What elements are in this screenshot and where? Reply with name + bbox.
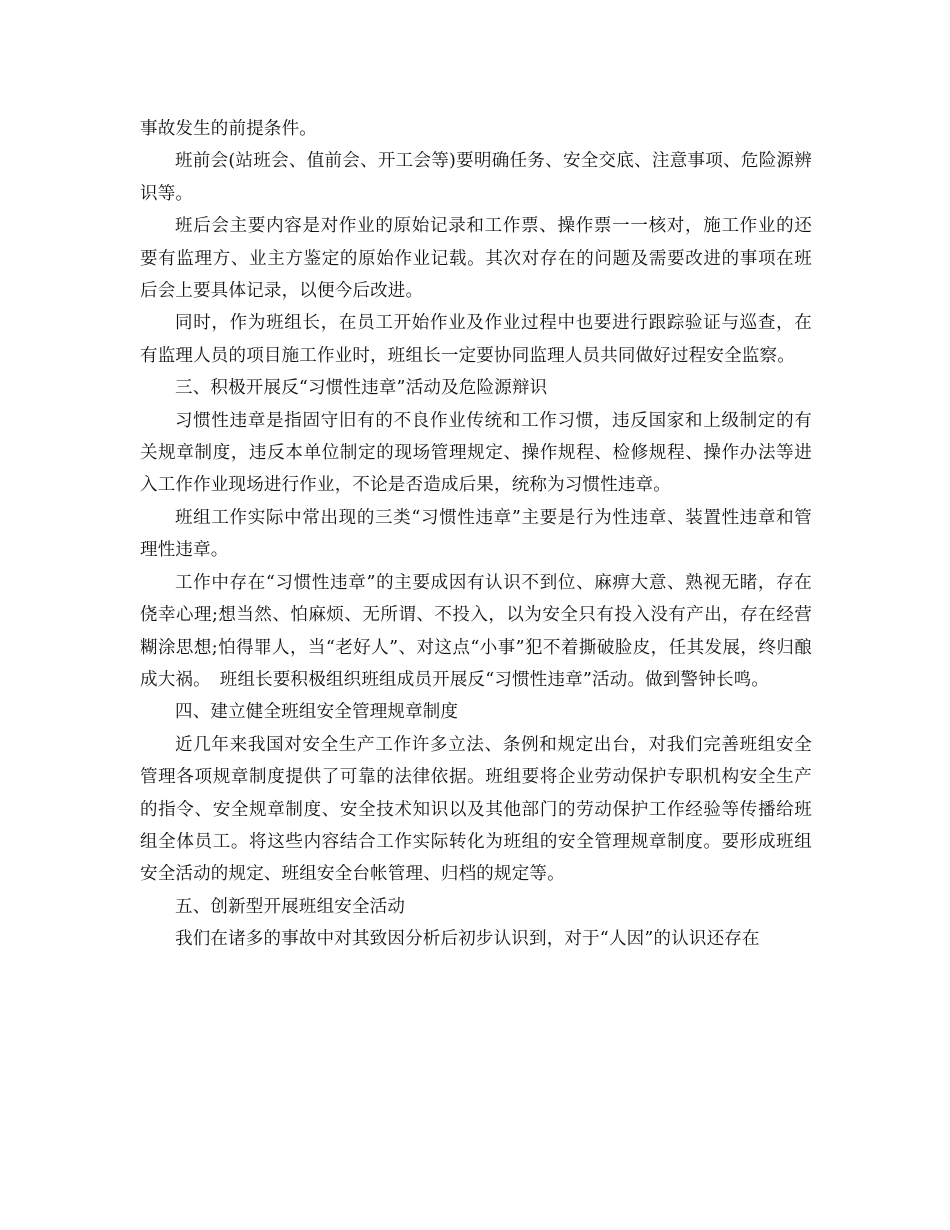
paragraph: 工作中存在“习惯性违章”的主要成因有认识不到位、麻痹大意、熟视无睹，存在侥幸心理;想当然、怕麻烦、无所谓、不投入，以为安全只有投入没有产出，存在经营糊涂思想;怕得罪人，当“老好人”、对这点“小事”犯不着撕破脸皮，任其发展，终归酿成大祸。 班组长要积极组织班组成员开展反“习惯性违章”活动。做到警钟长鸣。 (140, 572, 812, 690)
paragraph: 近几年来我国对安全生产工作许多立法、条例和规定出台，对我们完善班组安全管理各项规章制度提供了可靠的法律依据。班组要将企业劳动保护专职机构安全生产的指令、安全规章制度、安全技术知识以及其他部门的劳动保护工作经验等传播给班组全体员工。将这些内容结合工作实际转化为班组的安全管理规章制度。要形成班组安全活动的规定、班组安全台帐管理、归档的规定等。 (140, 734, 812, 885)
paragraph: 班组工作实际中常出现的三类“习惯性违章”主要是行为性违章、装置性违章和管理性违章。 (140, 507, 812, 561)
paragraph: 习惯性违章是指固守旧有的不良作业传统和工作习惯，违反国家和上级制定的有关规章制度，违反本单位制定的现场管理规定、操作规程、检修规程、操作办法等进入工作作业现场进行作业，不论是否造成后果，统称为习惯性违章。 (140, 410, 812, 496)
paragraph: 我们在诸多的事故中对其致因分析后初步认识到，对于“人因”的认识还存在 (175, 929, 760, 950)
section-heading: 三、积极开展反“习惯性违章”活动及危险源辩识 (175, 378, 548, 399)
paragraph: 同时，作为班组长，在员工开始作业及作业过程中也要进行跟踪验证与巡查，在有监理人员的项目施工作业时，班组长一定要协同监理人员共同做好过程安全监察。 (140, 313, 812, 366)
paragraph: 班前会(站班会、值前会、开工会等)要明确任务、安全交底、注意事项、危险源辨识等。 (140, 151, 812, 204)
section-heading: 五、创新型开展班组安全活动 (175, 896, 406, 917)
paragraph: 班后会主要内容是对作业的原始记录和工作票、操作票一一核对，施工作业的还要有监理方、业主方鉴定的原始作业记载。其次对存在的问题及需要改进的事项在班后会上要具体记录，以便今后改进。 (140, 216, 812, 302)
section-heading: 四、建立健全班组安全管理规章制度 (175, 702, 459, 723)
document-body (140, 113, 812, 956)
paragraph: 事故发生的前提条件。 (140, 119, 317, 139)
